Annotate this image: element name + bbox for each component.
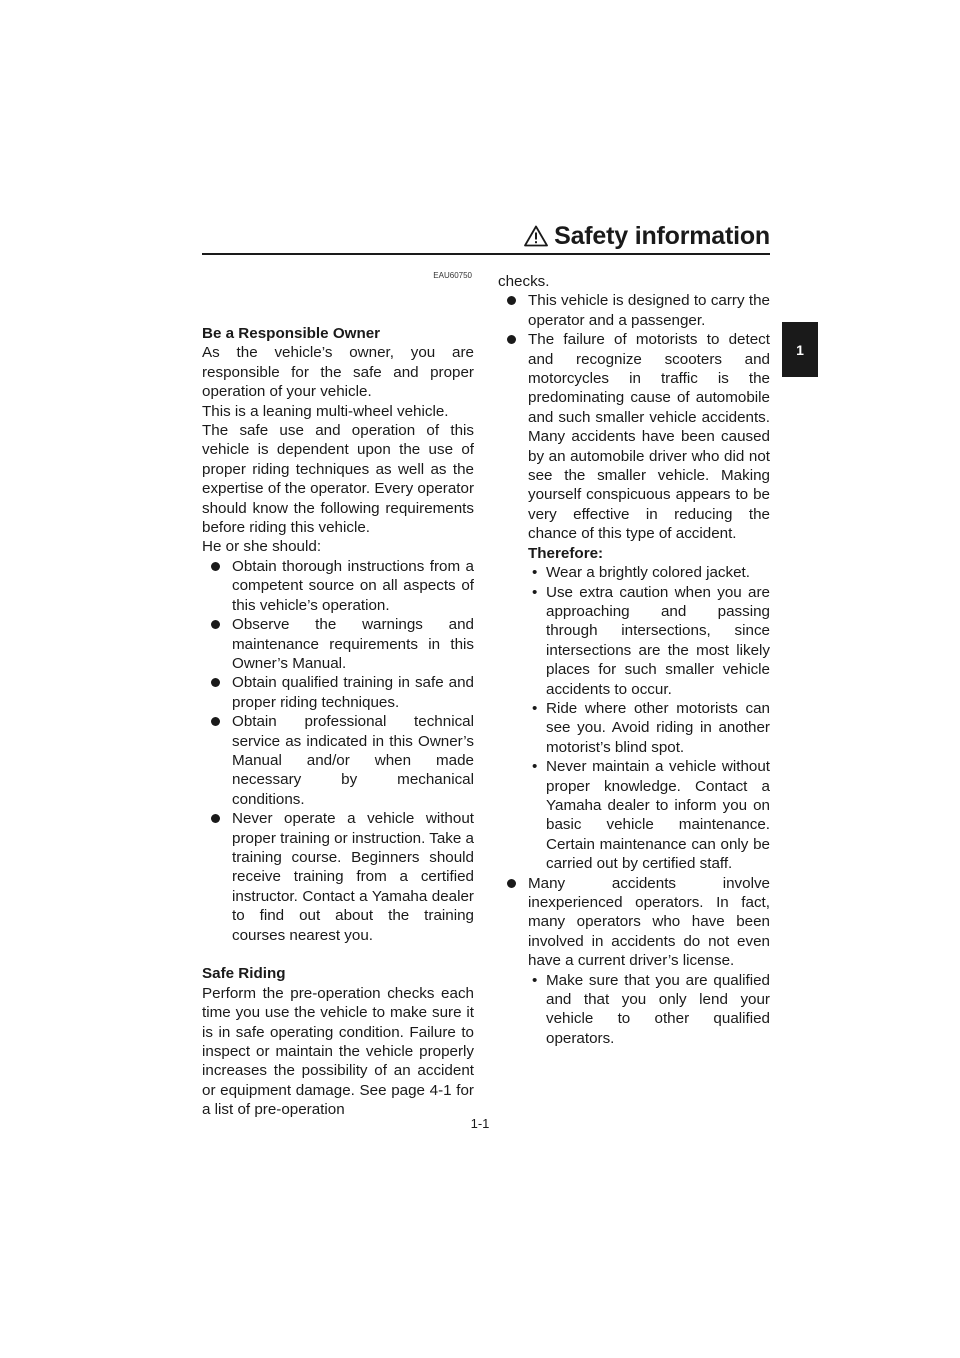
list-item: Many accidents involve inexperienced operators. In fact, many operators who have been involved in accidents do not even have a current driver’s license. <box>498 874 770 971</box>
header-rule <box>202 253 770 255</box>
list-item: Obtain thorough instructions from a competent source on all aspects of this vehicle’s operation. <box>202 557 474 615</box>
paragraph: The safe use and operation of this vehicle is dependent upon the use of proper riding techniques as well as the expertise of the operator. Every operator should know the following requirements before riding this vehicle. <box>202 422 474 537</box>
sub-list-item: • Wear a brightly colored jacket. <box>532 564 751 582</box>
list-item: Observe the warnings and maintenance requirements in this Owner’s Manual. <box>202 615 474 673</box>
bullet-dot-icon <box>507 335 516 344</box>
section-heading-safe-riding: Safe Riding <box>202 965 286 983</box>
therefore-heading: Therefore: <box>528 544 604 562</box>
list-item: Obtain professional technical service as indicated in this Owner’s Manual and/or when made necessary by mechanical conditions. <box>202 712 474 809</box>
bullet-dot-icon <box>211 620 220 629</box>
paragraph: This is a leaning multi-wheel vehicle. <box>202 402 449 420</box>
doc-code: EAU60750 <box>433 271 472 280</box>
page-number: 1-1 <box>470 1116 490 1131</box>
bullet-dot-icon <box>211 814 220 823</box>
bullet-dot-icon <box>507 879 516 888</box>
sub-list-item: • Use extra caution when you are approaching and passing through intersections, since intersections are the most likely places for such smaller vehicle accidents to occur. <box>532 583 770 698</box>
chapter-tab: 1 <box>782 322 818 377</box>
bullet-dot-icon <box>211 717 220 726</box>
bullet-dot-icon <box>211 678 220 687</box>
bullet-dot-icon <box>507 296 516 305</box>
page-title-text: Safety information <box>554 222 770 250</box>
list-item: Obtain qualified training in safe and proper riding techniques. <box>202 673 474 712</box>
paragraph-continued: checks. <box>498 273 550 290</box>
right-column <box>498 272 770 1048</box>
left-column <box>202 324 474 1120</box>
section-heading-owner: Be a Responsible Owner <box>202 325 381 342</box>
warning-triangle-icon <box>524 225 548 247</box>
list-item: The failure of motorists to detect and recognize scooters and motorcycles in traffic is the predominating cause of automobile and such smaller vehicle accidents. Many accidents have been caused by an automobile driver who did not see the smaller vehicle. Making yourself conspicuous appears to be very effective in reducing the chance of this type of accident. <box>498 330 770 543</box>
list-item: Never operate a vehicle without proper training or instruction. Take a training course. Beginners should receive training from a certified instructor. Contact a Yamaha dealer to find out about the training courses nearest you. <box>202 809 474 945</box>
list-item: This vehicle is designed to carry the operator and a passenger. <box>498 291 770 330</box>
sub-list-item: • Never maintain a vehicle without proper knowledge. Contact a Yamaha dealer to inform you on basic vehicle maintenance. Certain maintenance can only be carried out by certified staff. <box>532 758 770 873</box>
paragraph: Perform the pre-operation checks each time you use the vehicle to make sure it is in safe operating condition. Failure to inspect or maintain the vehicle properly increases the possibility of an accident or equipment damage. See page 4-1 for a list of pre-operation <box>202 984 474 1119</box>
bullet-dot-icon <box>211 562 220 571</box>
sub-list-item: • Ride where other motorists can see you. Avoid riding in another motorist’s blind spot. <box>532 699 770 756</box>
page-title <box>510 222 770 251</box>
paragraph: He or she should: <box>202 538 322 556</box>
sub-list-item: • Make sure that you are qualified and that you only lend your vehicle to other qualified operators. <box>532 971 770 1047</box>
paragraph: As the vehicle’s owner, you are responsible for the safe and proper operation of your vehicle. <box>202 344 474 401</box>
